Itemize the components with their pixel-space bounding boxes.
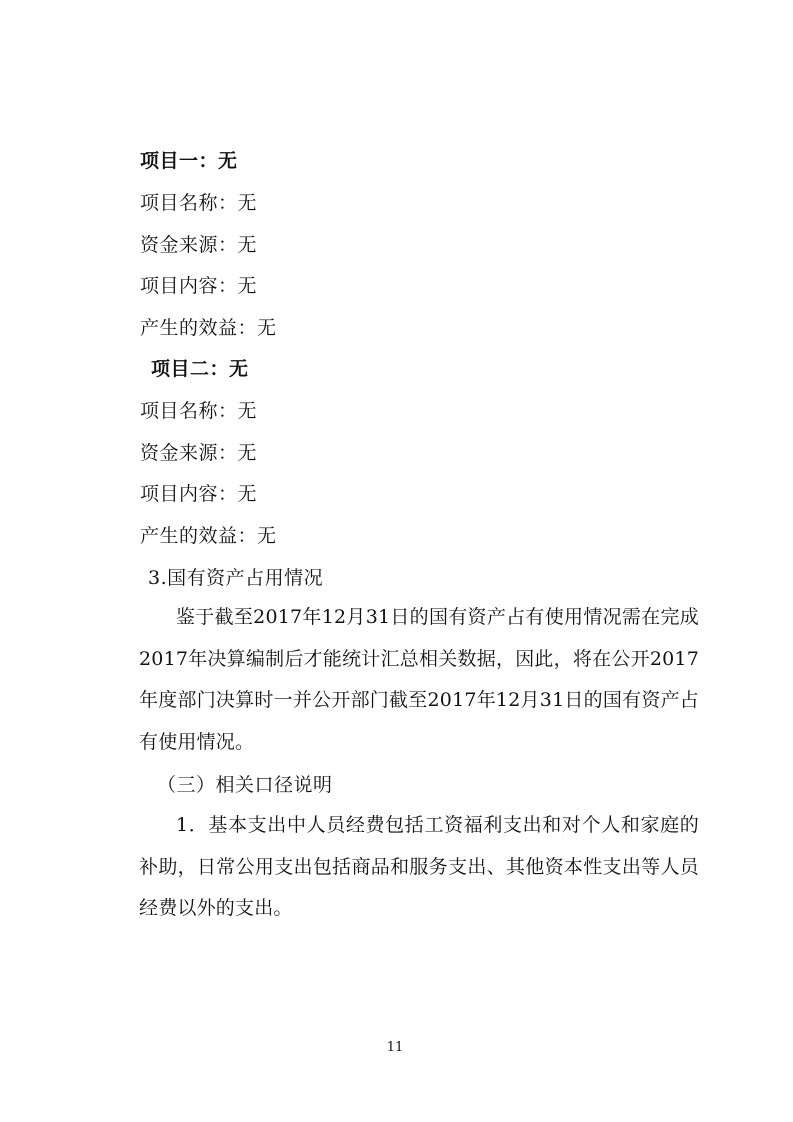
project2-name: 项目名称：无	[140, 400, 258, 422]
project2-content: 项目内容：无	[140, 483, 258, 505]
project2-heading: 项目二：无	[151, 358, 249, 380]
project1-name: 项目名称：无	[140, 192, 258, 214]
page-number: 11	[386, 1040, 404, 1055]
project2-benefit: 产生的效益：无	[140, 525, 277, 547]
project1-source: 资金来源：无	[140, 234, 258, 256]
caliber-heading: （三）相关口径说明	[157, 774, 333, 796]
project1-heading: 项目一：无	[140, 150, 238, 172]
caliber-paragraph: 1．基本支出中人员经费包括工资福利支出和对个人和家庭的补助，日常公用支出包括商品和服务支出、其他资本性支出等人员经费以外的支出。	[139, 814, 699, 919]
project1-benefit: 产生的效益：无	[140, 317, 277, 339]
project2-source: 资金来源：无	[140, 442, 258, 464]
section3-heading: 3.国有资产占用情况	[148, 567, 324, 589]
project1-content: 项目内容：无	[140, 275, 258, 297]
section3-paragraph: 鉴于截至2017年12月31日的国有资产占有使用情况需在完成2017年决算编制后才能统计汇总相关数据，因此，将在公开2017年度部门决算时一并公开部门截至2017年12月31日的国有资产占有使用情况。	[139, 606, 699, 753]
